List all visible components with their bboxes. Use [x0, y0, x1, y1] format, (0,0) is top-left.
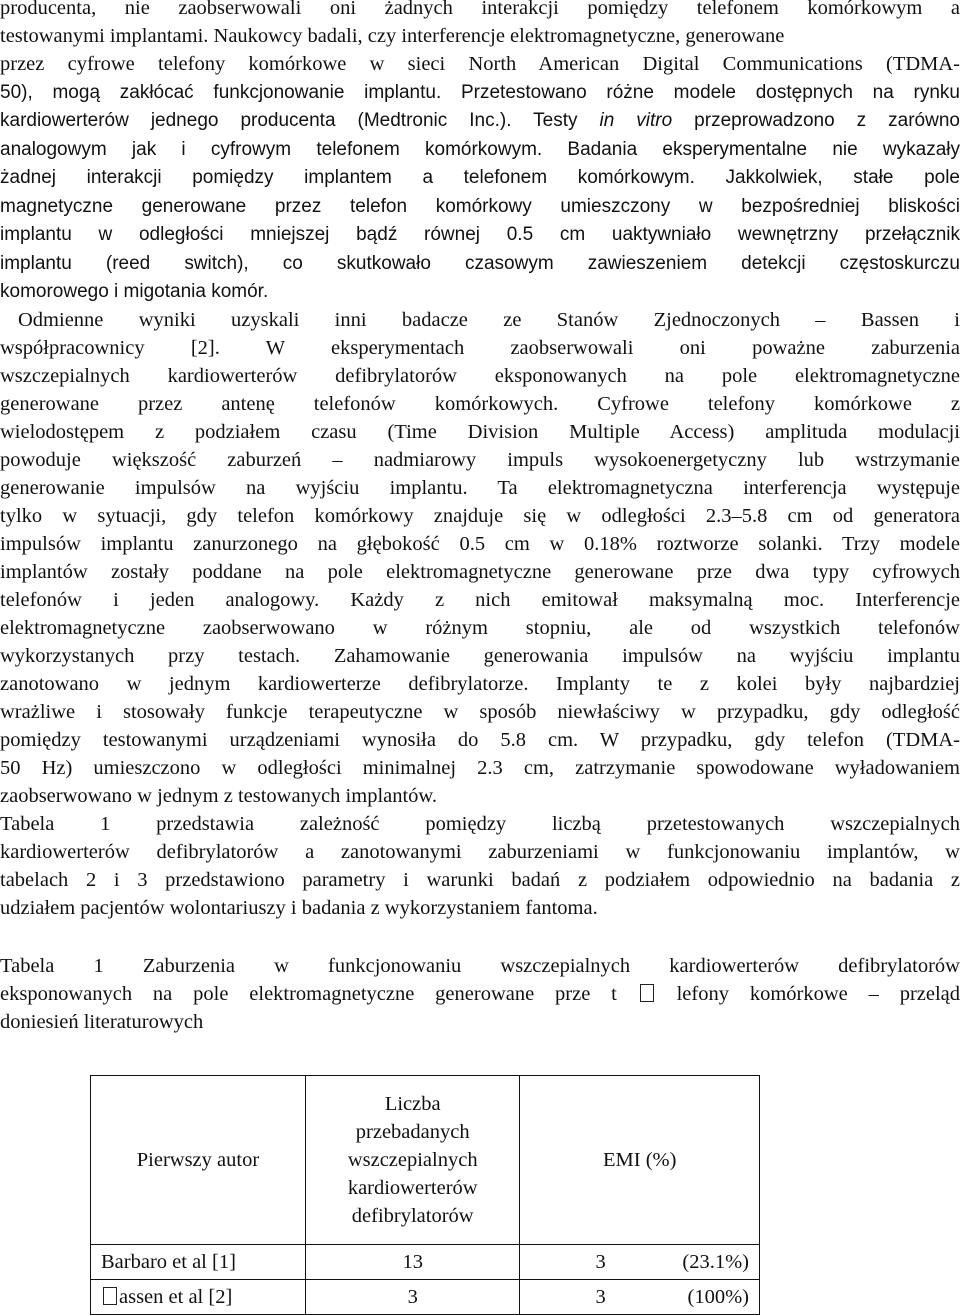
text-line: wszczepialnych kardiowerterów defibrylatorów eksponowanych na pole elektromagnetyczne: [0, 365, 960, 387]
cell-author: Barbaro et al [1]: [91, 1245, 306, 1280]
text-line: udziałem pacjentów wolontariuszy i badania z wykorzystaniem fantoma.: [0, 897, 598, 919]
text-line: komorowego i migotania komór.: [0, 281, 269, 302]
text-line: implantu (reed switch), co skutkowało czasowym zawieszeniem detekcji częstoskurczu: [0, 253, 960, 274]
text-line: tabelach 2 i 3 przedstawiono parametry i warunki badań z podziałem odpowiednio na badania z: [0, 869, 960, 891]
cell-author: [91, 1280, 306, 1315]
text-line: implantu w odległości mniejszej bądź równej 0.5 cm uaktywniało wewnętrzny przełącznik: [0, 224, 960, 245]
cell-count: 13: [305, 1245, 520, 1280]
cell-emi: [520, 1280, 760, 1315]
text-line: zaobserwowano w jednym z testowanych implantów.: [0, 785, 438, 807]
text-line: powoduje większość zaburzeń – nadmiarowy impuls wysokoenergetyczny lub wstrzymanie: [0, 449, 960, 471]
text-line: wielodostępem z podziałem czasu (Time Division Multiple Access) amplituda modulacji: [0, 421, 960, 443]
header-line: wszczepialnych: [347, 1149, 478, 1171]
text-line: współpracownicy [2]. W eksperymentach zaobserwowali oni poważne zaburzenia: [0, 337, 960, 359]
text-segment: eksponowanych na pole elektromagnetyczne generowane prze t: [0, 983, 617, 1005]
header-line: kardiowerterów: [347, 1177, 478, 1199]
text-line: wykorzystanych przy testach. Zahamowanie generowania impulsów na wyjściu implantu: [0, 645, 960, 667]
header-line: przebadanych: [355, 1121, 470, 1143]
text-line: 50), mogą zakłócać funkcjonowanie implantu. Przetestowano różne modele dostępnych na rynku: [0, 82, 960, 103]
text-line: telefonów i jeden analogowy. Każdy z nich emitował maksymalną moc. Interferencje: [0, 589, 960, 611]
header-first-author: Pierwszy autor: [91, 1076, 306, 1245]
header-count: [305, 1076, 520, 1245]
text-line: analogowym jak i cyfrowym telefonem komórkowym. Badania eksperymentalne nie wykazały: [0, 139, 960, 160]
header-line: defibrylatorów: [351, 1205, 474, 1227]
emi-percent: (100%): [687, 1286, 749, 1308]
table-row: [91, 1280, 760, 1315]
missing-glyph-icon: [640, 984, 654, 1002]
table-row: [91, 1245, 760, 1280]
caption-line: [0, 980, 960, 1008]
emi-value: 3: [595, 1286, 606, 1308]
text-line: producenta, nie zaobserwowali oni żadnych interakcji pomiędzy telefonem komórkowym a: [0, 0, 960, 19]
data-table: [90, 1075, 760, 1315]
cell-count: 3: [305, 1280, 520, 1315]
text-segment: przeprowadzono z zarówno: [672, 110, 960, 131]
text-segment: kardiowerterów jednego producenta (Medtronic Inc.). Testy: [0, 110, 600, 131]
text-line: wrażliwe i stosowały funkcje terapeutyczne w sposób niewłaściwy w przypadku, gdy odległość: [0, 701, 960, 723]
italic-phrase: in vitro: [599, 110, 673, 131]
emi-percent: (23.1%): [682, 1251, 749, 1273]
missing-glyph-icon: [103, 1287, 117, 1305]
text-line: Tabela 1 przedstawia zależność pomiędzy liczbą przetestowanych wszczepialnych: [0, 813, 960, 835]
caption-line: doniesień literaturowych: [0, 1011, 204, 1033]
table-header-row: [91, 1076, 760, 1245]
header-emi: EMI (%): [520, 1076, 760, 1245]
emi-value: 3: [595, 1251, 606, 1273]
text-line: generowane przez antenę telefonów komórkowych. Cyfrowe telefony komórkowe z: [0, 393, 960, 415]
text-line: pomiędzy testowanymi urządzeniami wynosiła do 5.8 cm. W przypadku, gdy telefon (TDMA-: [0, 729, 960, 751]
text-line: generowanie impulsów na wyjściu implantu. Ta elektromagnetyczna interferencja występuje: [0, 477, 960, 499]
header-line: Liczba: [384, 1093, 441, 1115]
author-name: assen et al [2]: [119, 1286, 233, 1308]
text-segment: lefony komórkowe – przeląd: [676, 983, 960, 1005]
text-line: [0, 107, 960, 135]
text-line: tylko w sytuacji, gdy telefon komórkowy znajduje się w odległości 2.3–5.8 cm od generatora: [0, 505, 960, 527]
caption-line: Tabela 1 Zaburzenia w funkcjonowaniu wszczepialnych kardiowerterów defibrylatorów: [0, 955, 960, 977]
text-line: przez cyfrowe telefony komórkowe w sieci North American Digital Communications (TDMA-: [0, 53, 960, 75]
text-line: zanotowano w jednym kardiowerterze defibrylatorze. Implanty te z kolei były najbardziej: [0, 673, 960, 695]
text-line: impulsów implantu zanurzonego na głębokość 0.5 cm w 0.18% roztworze solanki. Trzy modele: [0, 533, 960, 555]
text-line: kardiowerterów defibrylatorów a zanotowanymi zaburzeniami w funkcjonowaniu implantów, w: [0, 841, 960, 863]
text-line: elektromagnetyczne zaobserwowano w różnym stopniu, ale od wszystkich telefonów: [0, 617, 960, 639]
cell-emi: [520, 1245, 760, 1280]
text-line: implantów zostały poddane na pole elektromagnetyczne generowane prze dwa typy cyfrowych: [0, 561, 960, 583]
text-line: testowanymi implantami. Naukowcy badali, czy interferencje elektromagnetyczne, generowane: [0, 25, 785, 47]
text-line: 50 Hz) umieszczono w odległości minimalnej 2.3 cm, zatrzymanie spowodowane wyładowaniem: [0, 757, 960, 779]
text-line: Odmienne wyniki uzyskali inni badacze ze Stanów Zjednoczonych – Bassen i: [18, 309, 960, 331]
text-line: magnetyczne generowane przez telefon komórkowy umieszczony w bezpośredniej bliskości: [0, 196, 960, 217]
text-line: żadnej interakcji pomiędzy implantem a telefonem komórkowym. Jakkolwiek, stałe pole: [0, 167, 960, 188]
